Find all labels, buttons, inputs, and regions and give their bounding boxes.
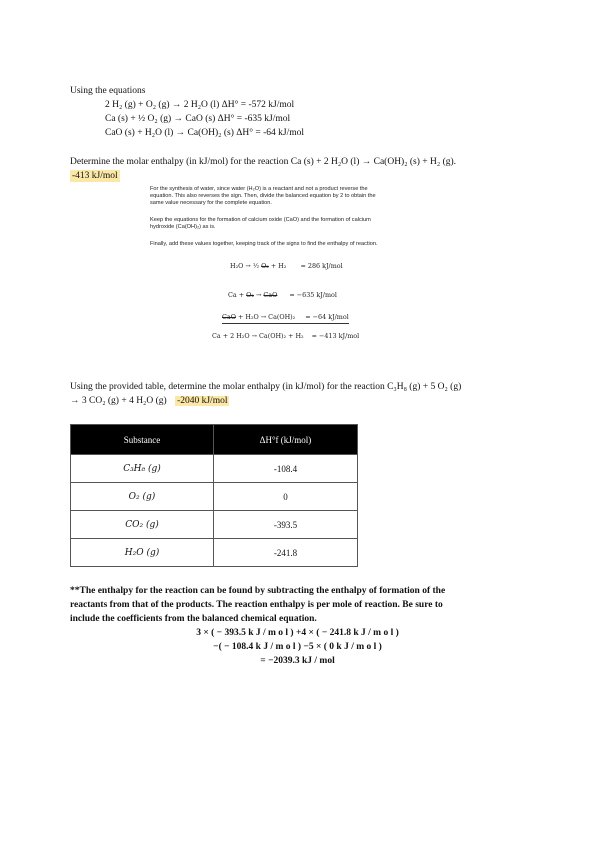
table-header-row (71, 425, 358, 455)
work1-rest: + H₂ (270, 262, 287, 270)
q2-prompt-line-2 (70, 395, 229, 407)
q1-answer: -413 kJ/mol (72, 171, 118, 181)
q1-explain-line-3: same value necessary for the complete equation. (150, 200, 272, 206)
q2-calc-line-1: 3 × ( − 393.5 k J / m o l ) +4 × ( − 241.8 k J / m o l ) (196, 628, 399, 638)
work1-half: ½ (252, 262, 260, 270)
q2-note-line-1: **The enthalpy for the reaction can be found by subtracting the enthalpy of formation of the (70, 586, 446, 596)
q1-work-row-1 (230, 262, 343, 270)
work2-value: = −635 kJ/mol (289, 291, 337, 299)
work3-value: = −64 kJ/mol (305, 313, 349, 321)
work4-equation: Ca + 2 H₂O → Ca(OH)₂ + H₂ (212, 332, 304, 340)
work2-lhs: Ca + (228, 291, 245, 299)
q1-equation-2: Ca (s) + ½ O₂ (g) → CaO (s) ΔH° = -635 kJ/mol (105, 114, 291, 124)
value-cell: -393.5 (214, 511, 358, 539)
q2-prompt-line-1: Using the provided table, determine the molar enthalpy (in kJ/mol) for the reaction C₃H₈ (g) + 5 O₂ (g) (70, 382, 462, 392)
substance-cell: O₂ (g) (71, 483, 214, 511)
q1-intro: Using the equations (70, 86, 146, 96)
header-delta-h: ΔH°f (kJ/mol) (214, 425, 358, 455)
q1-explain-line-5: hydroxide (Ca(OH)₂) as is. (150, 224, 216, 230)
work2-cao: CaO (263, 291, 278, 299)
work3-cao: CaO (222, 313, 236, 321)
q1-work-row-3 (222, 313, 349, 324)
q1-explain-line-2: equation. This also reverses the sign. Then, divide the balanced equation by 2 to obtain the (150, 193, 376, 199)
enthalpy-table (70, 424, 358, 567)
q2-calc-line-2: −( − 108.4 k J / m o l ) −5 × ( 0 k J / m o l ) (213, 642, 382, 652)
q1-equation-3: CaO (s) + H₂O (l) → Ca(OH)₂ (s) ΔH° = -64 kJ/mol (105, 128, 305, 138)
table-row (71, 455, 358, 483)
value-cell: 0 (214, 483, 358, 511)
q2-answer: -2040 kJ/mol (177, 396, 228, 406)
q2-note-line-2: reactants from that of the products. The reaction enthalpy is per mole of reaction. Be sure to (70, 600, 443, 610)
work3-rest: + H₂O → Ca(OH)₂ (238, 313, 296, 321)
q1-explain-line-1: For the synthesis of water, since water (H₂O) is a reactant and not a product reverse the (150, 186, 368, 192)
q1-work-row-2 (228, 291, 337, 299)
table-row (71, 539, 358, 567)
value-cell: -108.4 (214, 455, 358, 483)
q1-equation-1: 2 H₂ (g) + O₂ (g) → 2 H₂O (l) ΔH° = -572 kJ/mol (105, 100, 295, 110)
work1-value: = 286 kJ/mol (300, 262, 343, 270)
substance-cell: H₂O (g) (71, 539, 214, 567)
q1-prompt: Determine the molar enthalpy (in kJ/mol) for the reaction Ca (s) + 2 H₂O (l) → Ca(OH)₂ (s) + H₂ (g). (70, 157, 457, 167)
q1-explain-line-4: Keep the equations for the formation of calcium oxide (CaO) and the formation of calcium (150, 217, 371, 223)
work2-arrow: → (256, 291, 262, 299)
q2-note-line-3: include the coefficients from the balanced chemical equation. (70, 614, 317, 624)
q2-prompt-line-2-text: → 3 CO₂ (g) + 4 H₂O (g) (70, 396, 167, 406)
work4-value: = −413 kJ/mol (311, 332, 360, 340)
work2-o2: O₂ (246, 291, 254, 299)
work1-lhs: H₂O → (230, 262, 251, 270)
substance-cell: CO₂ (g) (71, 511, 214, 539)
header-substance: Substance (71, 425, 214, 455)
q1-work-row-4 (212, 332, 359, 340)
q1-explain-line-6: Finally, add these values together, keeping track of the signs to find the enthalpy of reaction. (150, 241, 378, 247)
work1-o2: O₂ (261, 262, 269, 270)
q2-calc-line-3: = −2039.3 kJ / mol (260, 656, 335, 666)
table-row (71, 483, 358, 511)
table-row (71, 511, 358, 539)
value-cell: -241.8 (214, 539, 358, 567)
substance-cell: C₃H₈ (g) (71, 455, 214, 483)
